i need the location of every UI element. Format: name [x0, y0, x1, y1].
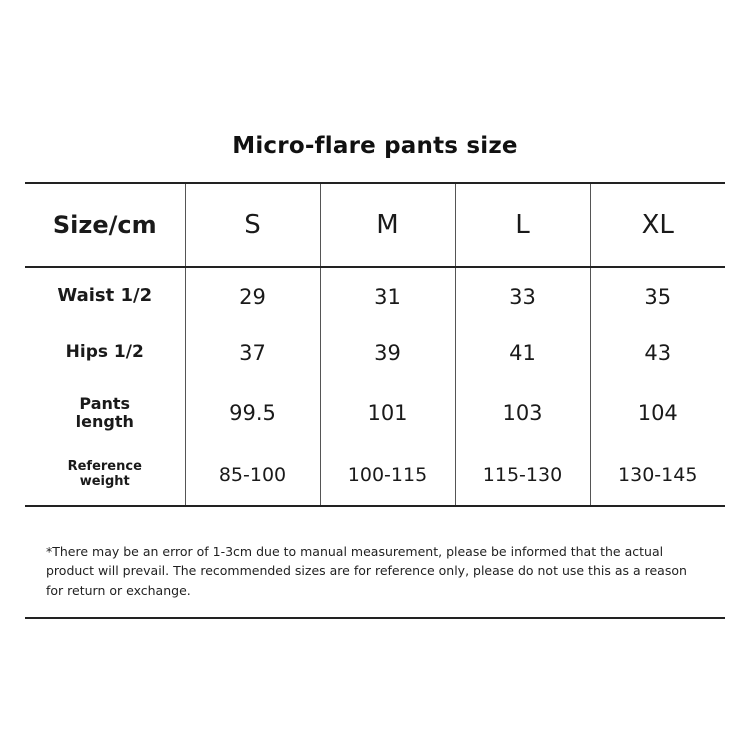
cell-hips-l: 41 — [455, 325, 590, 381]
row-label-reference-weight — [25, 445, 185, 506]
table-row — [25, 381, 725, 445]
cell-pants-length-xl: 104 — [590, 381, 725, 445]
cell-hips-m: 39 — [320, 325, 455, 381]
cell-reference-weight-m: 100-115 — [320, 445, 455, 506]
header-size-s: S — [185, 183, 320, 267]
cell-reference-weight-l: 115-130 — [455, 445, 590, 506]
table-header-row — [25, 183, 725, 267]
row-label-pants-length-line1: Pants — [79, 393, 131, 413]
asterisk-icon: * — [46, 544, 53, 559]
header-size-m: M — [320, 183, 455, 267]
table-row — [25, 325, 725, 381]
row-label-hips: Hips 1/2 — [65, 342, 144, 363]
row-label-waist: Waist 1/2 — [57, 285, 153, 307]
header-size-xl: XL — [590, 183, 725, 267]
cell-waist-m: 31 — [320, 267, 455, 325]
row-label-pants-length — [25, 381, 185, 445]
header-size-l: L — [455, 183, 590, 267]
cell-pants-length-l: 103 — [455, 381, 590, 445]
header-size-unit: Size/cm — [25, 183, 185, 267]
row-label-reference-weight-line1: Reference — [67, 459, 142, 475]
cell-pants-length-s: 99.5 — [185, 381, 320, 445]
table-row — [25, 267, 725, 325]
cell-waist-xl: 35 — [590, 267, 725, 325]
size-table — [25, 182, 725, 507]
table-row — [25, 445, 725, 506]
cell-waist-l: 33 — [455, 267, 590, 325]
size-table-container — [25, 182, 725, 507]
cell-hips-s: 37 — [185, 325, 320, 381]
measurement-disclaimer-text: There may be an error of 1-3cm due to manual measurement, please be informed that the actual product will prevail. The recommended sizes are for reference only, please do not use this as a reason for return or exchange. — [46, 544, 687, 598]
cell-reference-weight-xl: 130-145 — [590, 445, 725, 506]
measurement-disclaimer — [46, 542, 706, 600]
row-label-pants-length-line2: length — [75, 412, 134, 431]
cell-pants-length-m: 101 — [320, 381, 455, 445]
cell-waist-s: 29 — [185, 267, 320, 325]
footer-divider — [25, 617, 725, 619]
page-title: Micro-flare pants size — [232, 133, 518, 159]
row-label-reference-weight-line2: weight — [79, 474, 130, 489]
cell-reference-weight-s: 85-100 — [185, 445, 320, 506]
cell-hips-xl: 43 — [590, 325, 725, 381]
